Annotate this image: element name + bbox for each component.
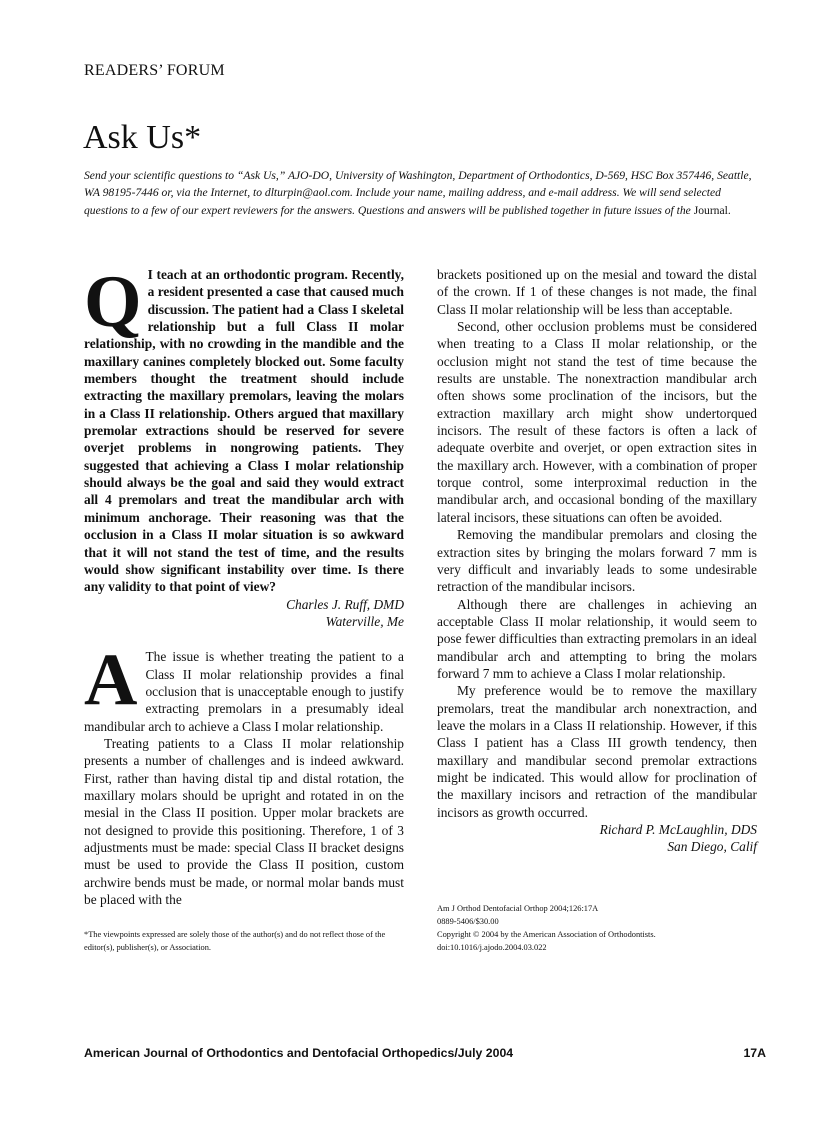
answer-paragraph-5: Although there are challenges in achieving an acceptable Class II molar relationship, it would seem to pose fewer difficulties than extracting premolars in an ideal mandibular arch and attempting to bring the molars forward 7 mm to achieve a Class I molar relationship. [437, 596, 757, 681]
answer-paragraph-4: Removing the mandibular premolars and closing the extraction sites by bringing the molars forward 7 mm is very difficult and invariably leads to some undesirable retraction of the mandibular incisors. [437, 527, 757, 595]
question-location: Waterville, Me [325, 613, 404, 629]
intro-journal-word: Journal. [693, 203, 731, 217]
intro-instructions [84, 167, 764, 219]
footnote: *The viewpoints expressed are solely those of the author(s) and do not reflect those of the editor(s), publisher(s), or Association. [84, 930, 386, 952]
article-title: Ask Us* [83, 119, 202, 156]
answer-author: Richard P. McLaughlin, DDS [599, 822, 757, 837]
intro-text: Send your scientific questions to “Ask Us,” AJO-DO, University of Washington, Department of Orthodontics, D-569, HSC Box 357446, Seattle, WA 98195-7446 or, via the Internet, to dlturpin@aol.com. Include your name, mailing address, and e-mail address. We will send selected questions to a few of our expert reviewers for the answers. Questions and answers will be published together in future issues of the [84, 169, 752, 217]
question-block [84, 261, 404, 630]
right-column [437, 266, 757, 856]
doi: doi:10.1016/j.ajodo.2004.03.022 [437, 943, 547, 952]
answer-dropcap: A [84, 639, 138, 722]
answer-block-start [84, 639, 404, 908]
answer-paragraph-1: The issue is whether treating the patient to a Class II molar relationship provides a final occlusion that is unacceptable enough to justify extracting premolars in a presumably ideal mandibular arch to achieve a Class I molar relationship. [84, 649, 404, 734]
page-footer [84, 1046, 766, 1060]
question-dropcap: Q [84, 261, 142, 343]
question-author: Charles J. Ruff, DMD [286, 596, 404, 612]
journal-reference: Am J Orthod Dentofacial Orthop 2004;126:17A [437, 904, 599, 913]
page-number: 17A [743, 1046, 766, 1060]
answer-location: San Diego, Calif [667, 839, 757, 855]
answer-paragraph-2-part-2: brackets positioned up on the mesial and toward the distal of the crown. If 1 of these changes is not made, the final Class II molar relationship will be less than acceptable. [437, 267, 757, 317]
answer-paragraph-6: My preference would be to remove the maxillary premolars, treat the mandibular arch nonextraction, and leave the molars in a Class II relationship. However, if this Class I patient has a Class III growth tendency, then maxillary and mandibular second premolar extractions might be indicated. This would allow for proclination of the maxillary incisors and retraction of the mandibular incisors as growth occurred. [437, 683, 757, 820]
left-column [84, 261, 404, 908]
answer-paragraph-2-part-1: Treating patients to a Class II molar relationship presents a number of challenges and is indeed awkward. First, rather than having distal tip and distal rotation, the maxillary molars should be upright and rotated in on the mesial in the Class II position. Upper molar brackets are not designed to provide this positioning. Therefore, 1 of 3 adjustments must be made: special Class II bracket designs must be used to provide the Class II position, custom archwire bends must be made, or normal molar bands must be placed with the [84, 735, 404, 908]
answer-paragraph-3: Second, other occlusion problems must be considered when treating to a Class II molar relationship, or the occlusion might not stand the test of time because the results are unstable. The nonextraction mandibular arch often shows some proclination of the incisors, but the extraction maxillary arch might show undertorqued incisors. The result of these factors is often a lack of adequate overbite and overjet, or open extraction sites in the maxillary arch. However, with a combination of proper torque control, some interproximal reduction in the mandibular arch, and occasional bonding of the maxillary lateral incisors, these situations can often be avoided. [437, 319, 757, 525]
footer-journal: American Journal of Orthodontics and Dentofacial Orthopedics/July 2004 [84, 1046, 514, 1060]
section-label: READERS’ FORUM [84, 62, 225, 79]
citation-block [437, 902, 757, 954]
question-text: I teach at an orthodontic program. Recently, a resident presented a case that caused much discussion. The patient had a Class I skeletal relationship but a full Class II molar relationship, with no crowding in the mandible and the maxillary canines completely blocked out. Some faculty members thought the treatment should include extracting the maxillary premolars, leaving the molars in a Class II relationship. Others argued that maxillary premolar extractions should be reserved for severe overjet problems in nongrowing patients. They suggested that achieving a Class I molar relationship should always be the goal and said they would extract all 4 premolars and treat the mandibular arch with minimum anchorage. Their reasoning was that the occlusion in a Class II molar situation is so awkward that it will not stand the test of time, and the results would show significant instability over time. Is there any validity to that point of view? [84, 267, 404, 595]
copyright: Copyright © 2004 by the American Association of Orthodontists. [437, 930, 656, 939]
issn-price: 0889-5406/$30.00 [437, 917, 499, 926]
